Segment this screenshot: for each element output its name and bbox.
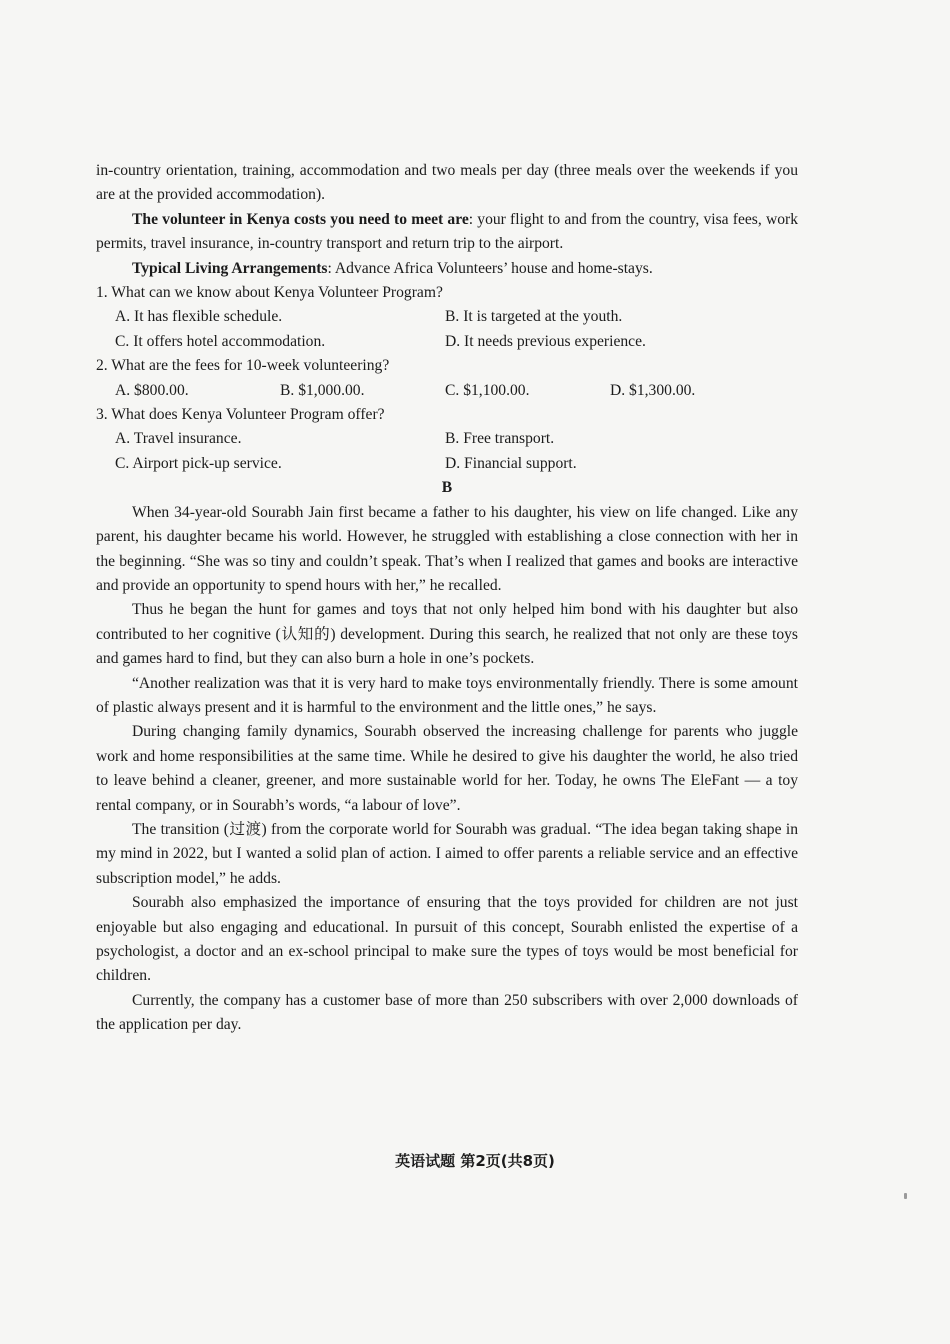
passage-a-costs xyxy=(96,208,798,257)
question-2-option-d: D. $1,300.00. xyxy=(610,381,696,399)
passage-a-continuation: in-country orientation, training, accommodation and two meals per day (three meals over the weekends if you are at the provided accommodation). xyxy=(96,162,798,204)
question-2-options xyxy=(96,379,798,403)
question-3-option-c: C. Airport pick-up service. xyxy=(115,454,282,472)
page-footer: 英语试题 第2页(共8页) xyxy=(395,1152,555,1170)
question-1-option-b: B. It is targeted at the youth. xyxy=(445,308,623,326)
question-1-option-a: A. It has flexible schedule. xyxy=(115,308,283,326)
costs-label: The volunteer in Kenya costs you need to meet are xyxy=(132,210,469,228)
living-label: Typical Living Arrangements xyxy=(132,259,328,277)
scan-speck xyxy=(904,1193,907,1199)
question-1-option-d: D. It needs previous experience. xyxy=(445,332,646,350)
passage-b-paragraph-5: The transition (过渡) from the corporate world for Sourabh was gradual. “The idea began taking shape in my mind in 2022, but I wanted a solid plan of action. I aimed to offer parents a reliable service and an effective subscription model,” he adds. xyxy=(96,820,798,887)
question-3-option-a: A. Travel insurance. xyxy=(115,430,242,448)
question-3-option-b: B. Free transport. xyxy=(445,430,555,448)
passage-b-paragraph-4: During changing family dynamics, Sourabh observed the increasing challenge for parents who juggle work and home responsibilities at the same time. While he desired to give his daughter the world, he also tried to leave behind a cleaner, greener, and more sustainable world for her. Today, he owns The EleFant — a toy rental company, or in Sourabh’s words, “a labour of love”. xyxy=(96,723,798,814)
question-2-option-c: C. $1,100.00. xyxy=(445,381,530,399)
question-1-stem: 1. What can we know about Kenya Volunteer Program? xyxy=(96,284,443,302)
living-text: : Advance Africa Volunteers’ house and home-stays. xyxy=(327,259,653,277)
question-2-option-b: B. $1,000.00. xyxy=(280,381,365,399)
passage-b-paragraph-7: Currently, the company has a customer base of more than 250 subscribers with over 2,000 downloads of the application per day. xyxy=(96,991,798,1034)
question-3-options xyxy=(96,427,798,476)
costs-text: : your flight to and from the country, visa fees, work permits, travel insurance, in-country transport and return trip to the airport. xyxy=(96,210,798,253)
passage-b-paragraph-3: “Another realization was that it is very hard to make toys environmentally friendly. There is some amount of plastic always present and it is harmful to the environment and the little ones,” he says. xyxy=(96,674,798,716)
question-1-options xyxy=(96,305,798,354)
passage-b-paragraph-1: When 34-year-old Sourabh Jain first became a father to his daughter, his view on life changed. Like any parent, his daughter became his world. However, he struggled with establishing a close connection with her in the beginning. “She was so tiny and couldn’t speak. That’s when I realized that games and books are interactive and provide an opportunity to spend hours with her,” he recalled. xyxy=(96,503,798,594)
question-3-stem: 3. What does Kenya Volunteer Program offer? xyxy=(96,406,385,424)
question-1-option-c: C. It offers hotel accommodation. xyxy=(115,332,326,350)
passage-b-heading: B xyxy=(441,479,453,497)
question-2-option-a: A. $800.00. xyxy=(115,381,189,399)
passage-b-paragraph-2: Thus he began the hunt for games and toys that not only helped him bond with his daughter but also contributed to her cognitive (认知的) development. During this search, he realized that not only are these toys and games hard to find, but they can also burn a hole in one’s pockets. xyxy=(96,601,798,668)
question-3-option-d: D. Financial support. xyxy=(445,454,577,472)
passage-a-living xyxy=(96,257,798,281)
question-2-stem: 2. What are the fees for 10-week volunteering? xyxy=(96,357,390,375)
passage-b-paragraph-6: Sourabh also emphasized the importance of ensuring that the toys provided for children are not just enjoyable but also engaging and educational. In pursuit of this concept, Sourabh enlisted the expertise of a psychologist, a doctor and an ex-school principal to make sure the types of toys would be most beneficial for children. xyxy=(96,894,798,985)
exam-page-body xyxy=(96,159,798,1038)
